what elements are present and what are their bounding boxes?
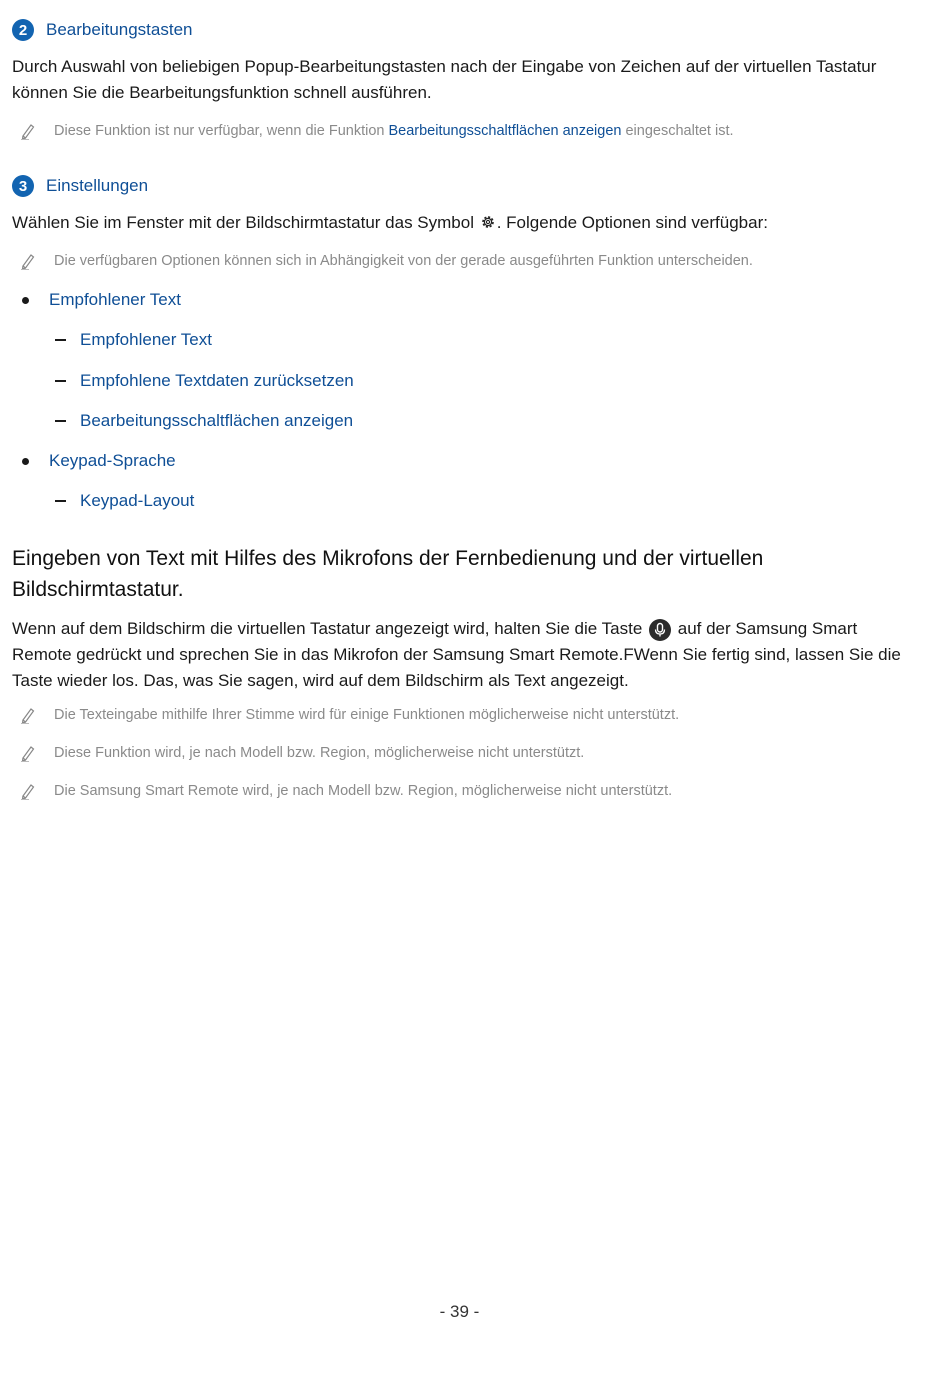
- bullet-dot: [22, 458, 29, 465]
- section-heading-edit-keys: [12, 19, 193, 41]
- note-link-edit-buttons[interactable]: Bearbeitungsschaltflächen anzeigen: [388, 123, 622, 139]
- sub-option-label: Empfohlener Text: [80, 330, 212, 349]
- option-item[interactable]: [12, 451, 176, 471]
- dash-marker: [55, 500, 66, 502]
- dash-marker: [55, 380, 66, 382]
- option-label: Keypad-Sprache: [49, 451, 176, 470]
- section-title: Bearbeitungstasten: [46, 20, 193, 39]
- sub-option-item[interactable]: [12, 491, 194, 511]
- note-text: Die Samsung Smart Remote wird, je nach Modell bzw. Region, möglicherweise nicht unterstützt.: [54, 783, 673, 799]
- dash-marker: [55, 420, 66, 422]
- note: [12, 780, 672, 802]
- section-body-text: [12, 210, 902, 236]
- pencil-icon: [20, 782, 36, 800]
- pencil-icon: [20, 706, 36, 724]
- section-heading-voice-input: Eingeben von Text mit Hilfes des Mikrofons der Fernbedienung und der virtuellen Bildschirmtastatur.: [12, 547, 764, 601]
- sub-option-item[interactable]: [12, 411, 353, 431]
- voice-body-text: [12, 616, 902, 694]
- page-number: - 39 -: [439, 1302, 480, 1321]
- note-text: Diese Funktion ist nur verfügbar, wenn die Funktion: [54, 123, 389, 139]
- note: [12, 120, 734, 142]
- section-heading-settings: [12, 175, 148, 197]
- note-text: Die verfügbaren Optionen können sich in Abhängigkeit von der gerade ausgeführten Funktion unterscheiden.: [54, 253, 753, 269]
- body-text-end: . Folgende Optionen sind verfügbar:: [496, 213, 768, 232]
- note-text: Die Texteingabe mithilfe Ihrer Stimme wird für einige Funktionen möglicherweise nicht unterstützt.: [54, 707, 680, 723]
- pencil-icon: [20, 744, 36, 762]
- bullet-dot: [22, 297, 29, 304]
- note: [12, 742, 584, 764]
- body-text-start: Wenn auf dem Bildschirm die virtuellen Tastatur angezeigt wird, halten Sie die Taste: [12, 619, 648, 638]
- gear-icon: [480, 214, 496, 230]
- sub-option-label: Keypad-Layout: [80, 491, 195, 510]
- pencil-icon: [20, 252, 36, 270]
- section-title: Einstellungen: [46, 176, 149, 195]
- note-text-end: eingeschaltet ist.: [621, 123, 734, 139]
- option-label: Empfohlener Text: [49, 290, 181, 309]
- section-number-badge: 3: [12, 175, 34, 197]
- dash-marker: [55, 339, 66, 341]
- body-text-start: Wählen Sie im Fenster mit der Bildschirmtastatur das Symbol: [12, 213, 479, 232]
- sub-option-item[interactable]: [12, 330, 212, 350]
- section-number-badge: 2: [12, 19, 34, 41]
- sub-option-label: Bearbeitungsschaltflächen anzeigen: [80, 411, 354, 430]
- option-item[interactable]: [12, 290, 181, 310]
- pencil-icon: [20, 122, 36, 140]
- note: [12, 250, 753, 272]
- section-body-text: Durch Auswahl von beliebigen Popup-Bearbeitungstasten nach der Eingabe von Zeichen auf der virtuellen Tastatur können Sie die Bearbeitungsfunktion schnell ausführen.: [12, 57, 877, 102]
- sub-option-label: Empfohlene Textdaten zurücksetzen: [80, 371, 354, 390]
- microphone-icon: [649, 619, 671, 641]
- note-text: Diese Funktion wird, je nach Modell bzw. Region, möglicherweise nicht unterstützt.: [54, 745, 585, 761]
- sub-option-item[interactable]: [12, 371, 354, 391]
- note: [12, 704, 679, 726]
- body-text-end: auf der Samsung Smart Remote gedrückt und sprechen Sie in das Mikrofon der Samsung Smart Remote.FWenn Sie fertig sind, lassen Sie die Taste wieder los. Das, was Sie sagen, wird auf dem Bildschirm als Text angezeigt.: [12, 619, 901, 690]
